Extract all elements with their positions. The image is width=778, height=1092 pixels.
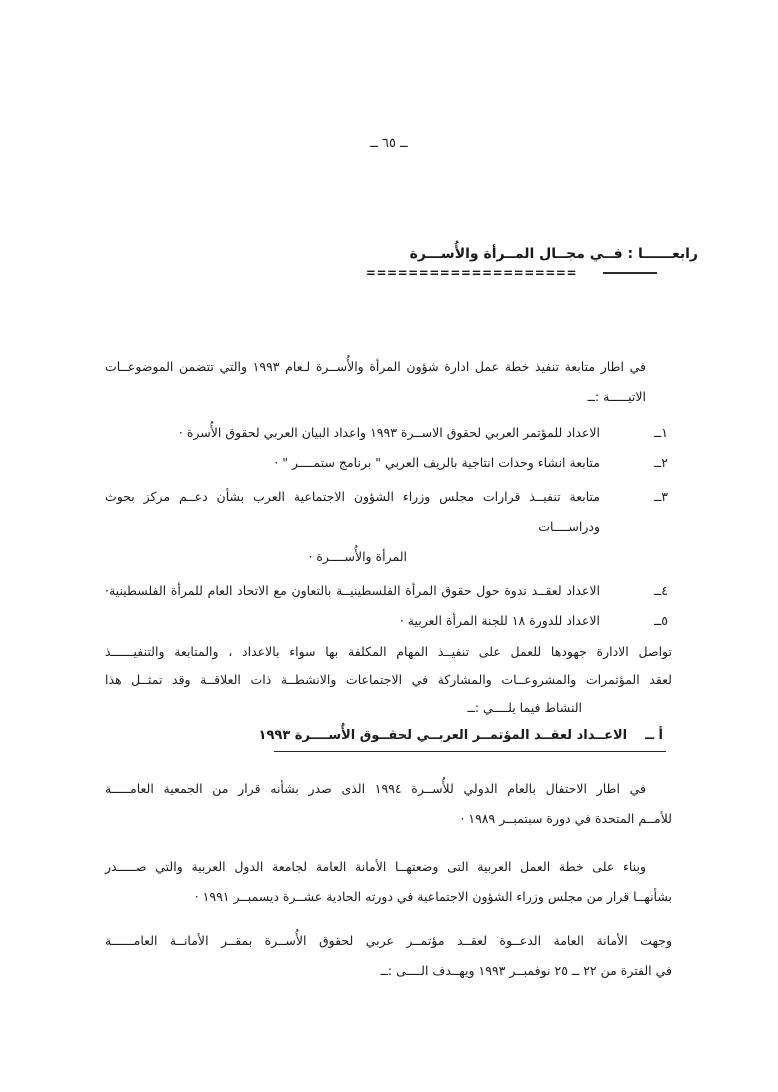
list-item-1 [105, 418, 672, 448]
list-item-3-number: ٣ــ [653, 489, 668, 504]
activity-paragraph-line-3: النشاط فيما يلــــي :ــ [467, 700, 582, 715]
intro-paragraph-line-2: الاتيـــــة :ــ [587, 389, 646, 404]
intro-paragraph-line-1: في اطار متابعة تنفيذ خطة عمل ادارة شؤون المرأة والأُســرة لـعام ١٩٩٣ والتي تتضمن الموضوعــات [105, 359, 646, 374]
paragraph-international-year-line-1: في اطار الاحتفال بالعام الدولي للأُســرة ١٩٩٤ الذى صدر بشأنه قرار من الجمعية العامـــــة [105, 781, 647, 796]
subsection-a-marker: أ ــ [645, 728, 663, 743]
paragraph-international-year [105, 774, 672, 834]
activity-paragraph-line-2: لعقد المؤتمرات والمشروعــات والمشاركة في الاجتماعات والانشطــة ذات العلاقــة وقد تمثــل هذا [105, 672, 672, 687]
paragraph-action-plan-line-1: وبناء على خطة العمل العربية التى وضعتهــا الأمانة العامة لجامعة الدول العربية والتي صـــــدر [105, 859, 646, 874]
document-body [105, 352, 672, 986]
subsection-a-heading [105, 724, 672, 752]
heading-solid-underline [603, 272, 657, 274]
heading-equals-underline: ==================== [365, 266, 577, 280]
paragraph-invitation-line-2: في الفترة من ٢٢ ــ ٢٥ نوفمبــر ١٩٩٣ ويهــدف الــــى :ــ [380, 963, 672, 978]
paragraph-invitation-line-1: وجهت الأمانة العامة الدعــوة لعقــد مؤتمــر عربي لحقوق الأُســرة بمقــر الأمانــة العامــــــة [105, 933, 672, 948]
subsection-a-heading-line [105, 724, 672, 748]
subsection-a-underline [274, 751, 666, 752]
page-number: ــ ٦٥ ــ [370, 136, 408, 151]
paragraph-invitation [105, 926, 672, 986]
list-item-5-text: الاعداد للدورة ١٨ للجنة المرأة العربية · [399, 613, 600, 628]
activity-paragraph-line-1: تواصل الادارة جهودها للعمل على تنفيــذ المهام المكلفة بها سواء بالاعداد ، والمتابعة والتنفيــــــذ [105, 644, 672, 659]
list-item-2-text: متابعة انشاء وحدات انتاجية بالريف العربي " برنامج ستمــــر " · [274, 455, 600, 470]
list-item-5-number: ٥ــ [653, 613, 668, 628]
list-item-3-text: متابعة تنفيــذ قرارات مجلس وزراء الشؤون الاجتماعية العرب بشأن دعــم مركز بحوث ودراســــات [105, 489, 600, 534]
list-item-2-number: ٢ــ [653, 455, 668, 470]
numbered-list [105, 418, 672, 636]
section-heading [366, 242, 698, 280]
list-item-1-text: الاعداد للمؤتمر العربي لحقوق الاســرة ١٩٩٣ واعداد البيان العربي لحقوق الأُسرة · [178, 425, 600, 440]
heading-underline-row [366, 266, 698, 280]
subsection-a-title: الاعــداد لعقــد المؤتمــر العربــي لحقــوق الأُســــرة ١٩٩٣ [258, 728, 628, 743]
paragraph-action-plan-line-2: بشأنهــا قرار من مجلس وزراء الشؤون الاجتماعية في دورته الحادية عشــرة ديسمبــر ١٩٩١ · [194, 889, 672, 904]
list-item-4-text: الاعداد لعقــد ندوة حول حقوق المرأة الفلسطينيــة بالتعاون مع الاتحاد العام للمرأة الفلسطينية· [105, 583, 600, 598]
list-item-3-continuation: المرأة والأُســــرة · [308, 549, 407, 564]
list-item-4 [105, 576, 672, 606]
list-item-4-number: ٤ــ [653, 583, 668, 598]
list-item-5 [105, 606, 672, 636]
list-item-2 [105, 448, 672, 478]
paragraph-international-year-line-2: للأمــم المتحدة في دورة سبتمبــر ١٩٨٩ · [460, 811, 672, 826]
list-item-3 [105, 482, 672, 542]
section-heading-title: رابعــــــا : فــي مجــال المــرأة والأُســـرة [409, 246, 698, 262]
paragraph-action-plan [105, 852, 672, 912]
list-item-1-number: ١ــ [653, 425, 668, 440]
activity-paragraph [105, 638, 672, 722]
